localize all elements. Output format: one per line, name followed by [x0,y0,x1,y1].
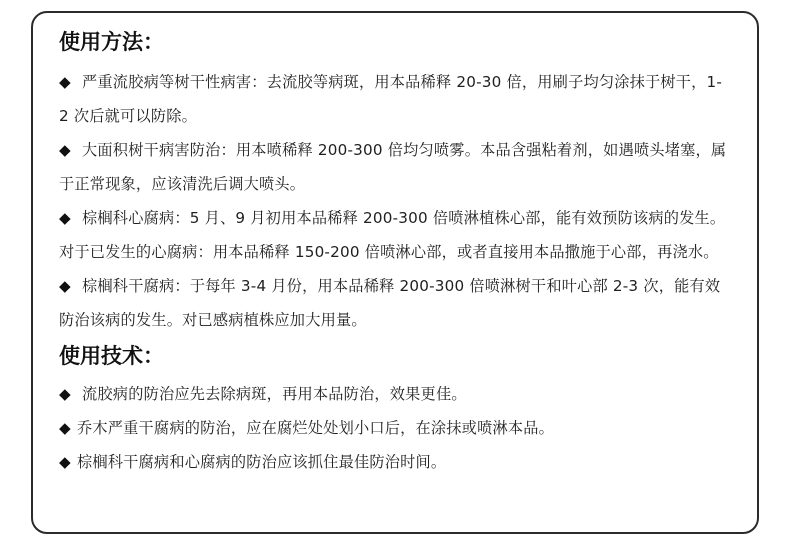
section-title-usage-technique: 使用技术： [59,344,164,368]
list-item [59,133,731,201]
diamond-bullet-icon: ◆ [59,453,71,471]
item-text: 棕榈科心腐病：5 月、9 月初用本品稀释 200-300 倍喷淋植株心部，能有效预防该病的发生。对于已发生的心腐病：用本品稀释 150-200 倍喷淋心部，或者直接用本品撒施于心部，再浇水。 [59,209,726,261]
instructions-panel [31,11,759,534]
item-text: 严重流胶病等树干性病害：去流胶等病斑，用本品稀释 20-30 倍，用刷子均匀涂抹于树干，1-2 次后就可以防除。 [59,73,723,125]
item-text: 流胶病的防治应先去除病斑，再用本品防治，效果更佳。 [77,385,467,403]
list-item [59,65,731,133]
list-item [59,201,731,269]
diamond-bullet-icon: ◆ [59,419,71,437]
usage-technique-list [59,377,731,479]
list-item [59,411,731,445]
usage-method-list [59,65,731,337]
diamond-bullet-icon: ◆ [59,385,71,403]
list-item [59,269,731,337]
list-item [59,377,731,411]
list-item [59,445,731,479]
item-text: 棕榈科干腐病和心腐病的防治应该抓住最佳防治时间。 [77,453,447,471]
item-text: 大面积树干病害防治：用本喷稀释 200-300 倍均匀喷雾。本品含强粘着剂，如遇喷头堵塞，属于正常现象，应该清洗后调大喷头。 [59,141,727,193]
diamond-bullet-icon: ◆ [59,73,71,91]
diamond-bullet-icon: ◆ [59,141,71,159]
diamond-bullet-icon: ◆ [59,277,71,295]
item-text: 乔木严重干腐病的防治，应在腐烂处处划小口后，在涂抹或喷淋本品。 [77,419,555,437]
section-title-usage-method: 使用方法： [59,30,164,54]
item-text: 棕榈科干腐病：于每年 3-4 月份，用本品稀释 200-300 倍喷淋树干和叶心部 2-3 次，能有效防治该病的发生。对已感病植株应加大用量。 [59,277,721,329]
diamond-bullet-icon: ◆ [59,209,71,227]
